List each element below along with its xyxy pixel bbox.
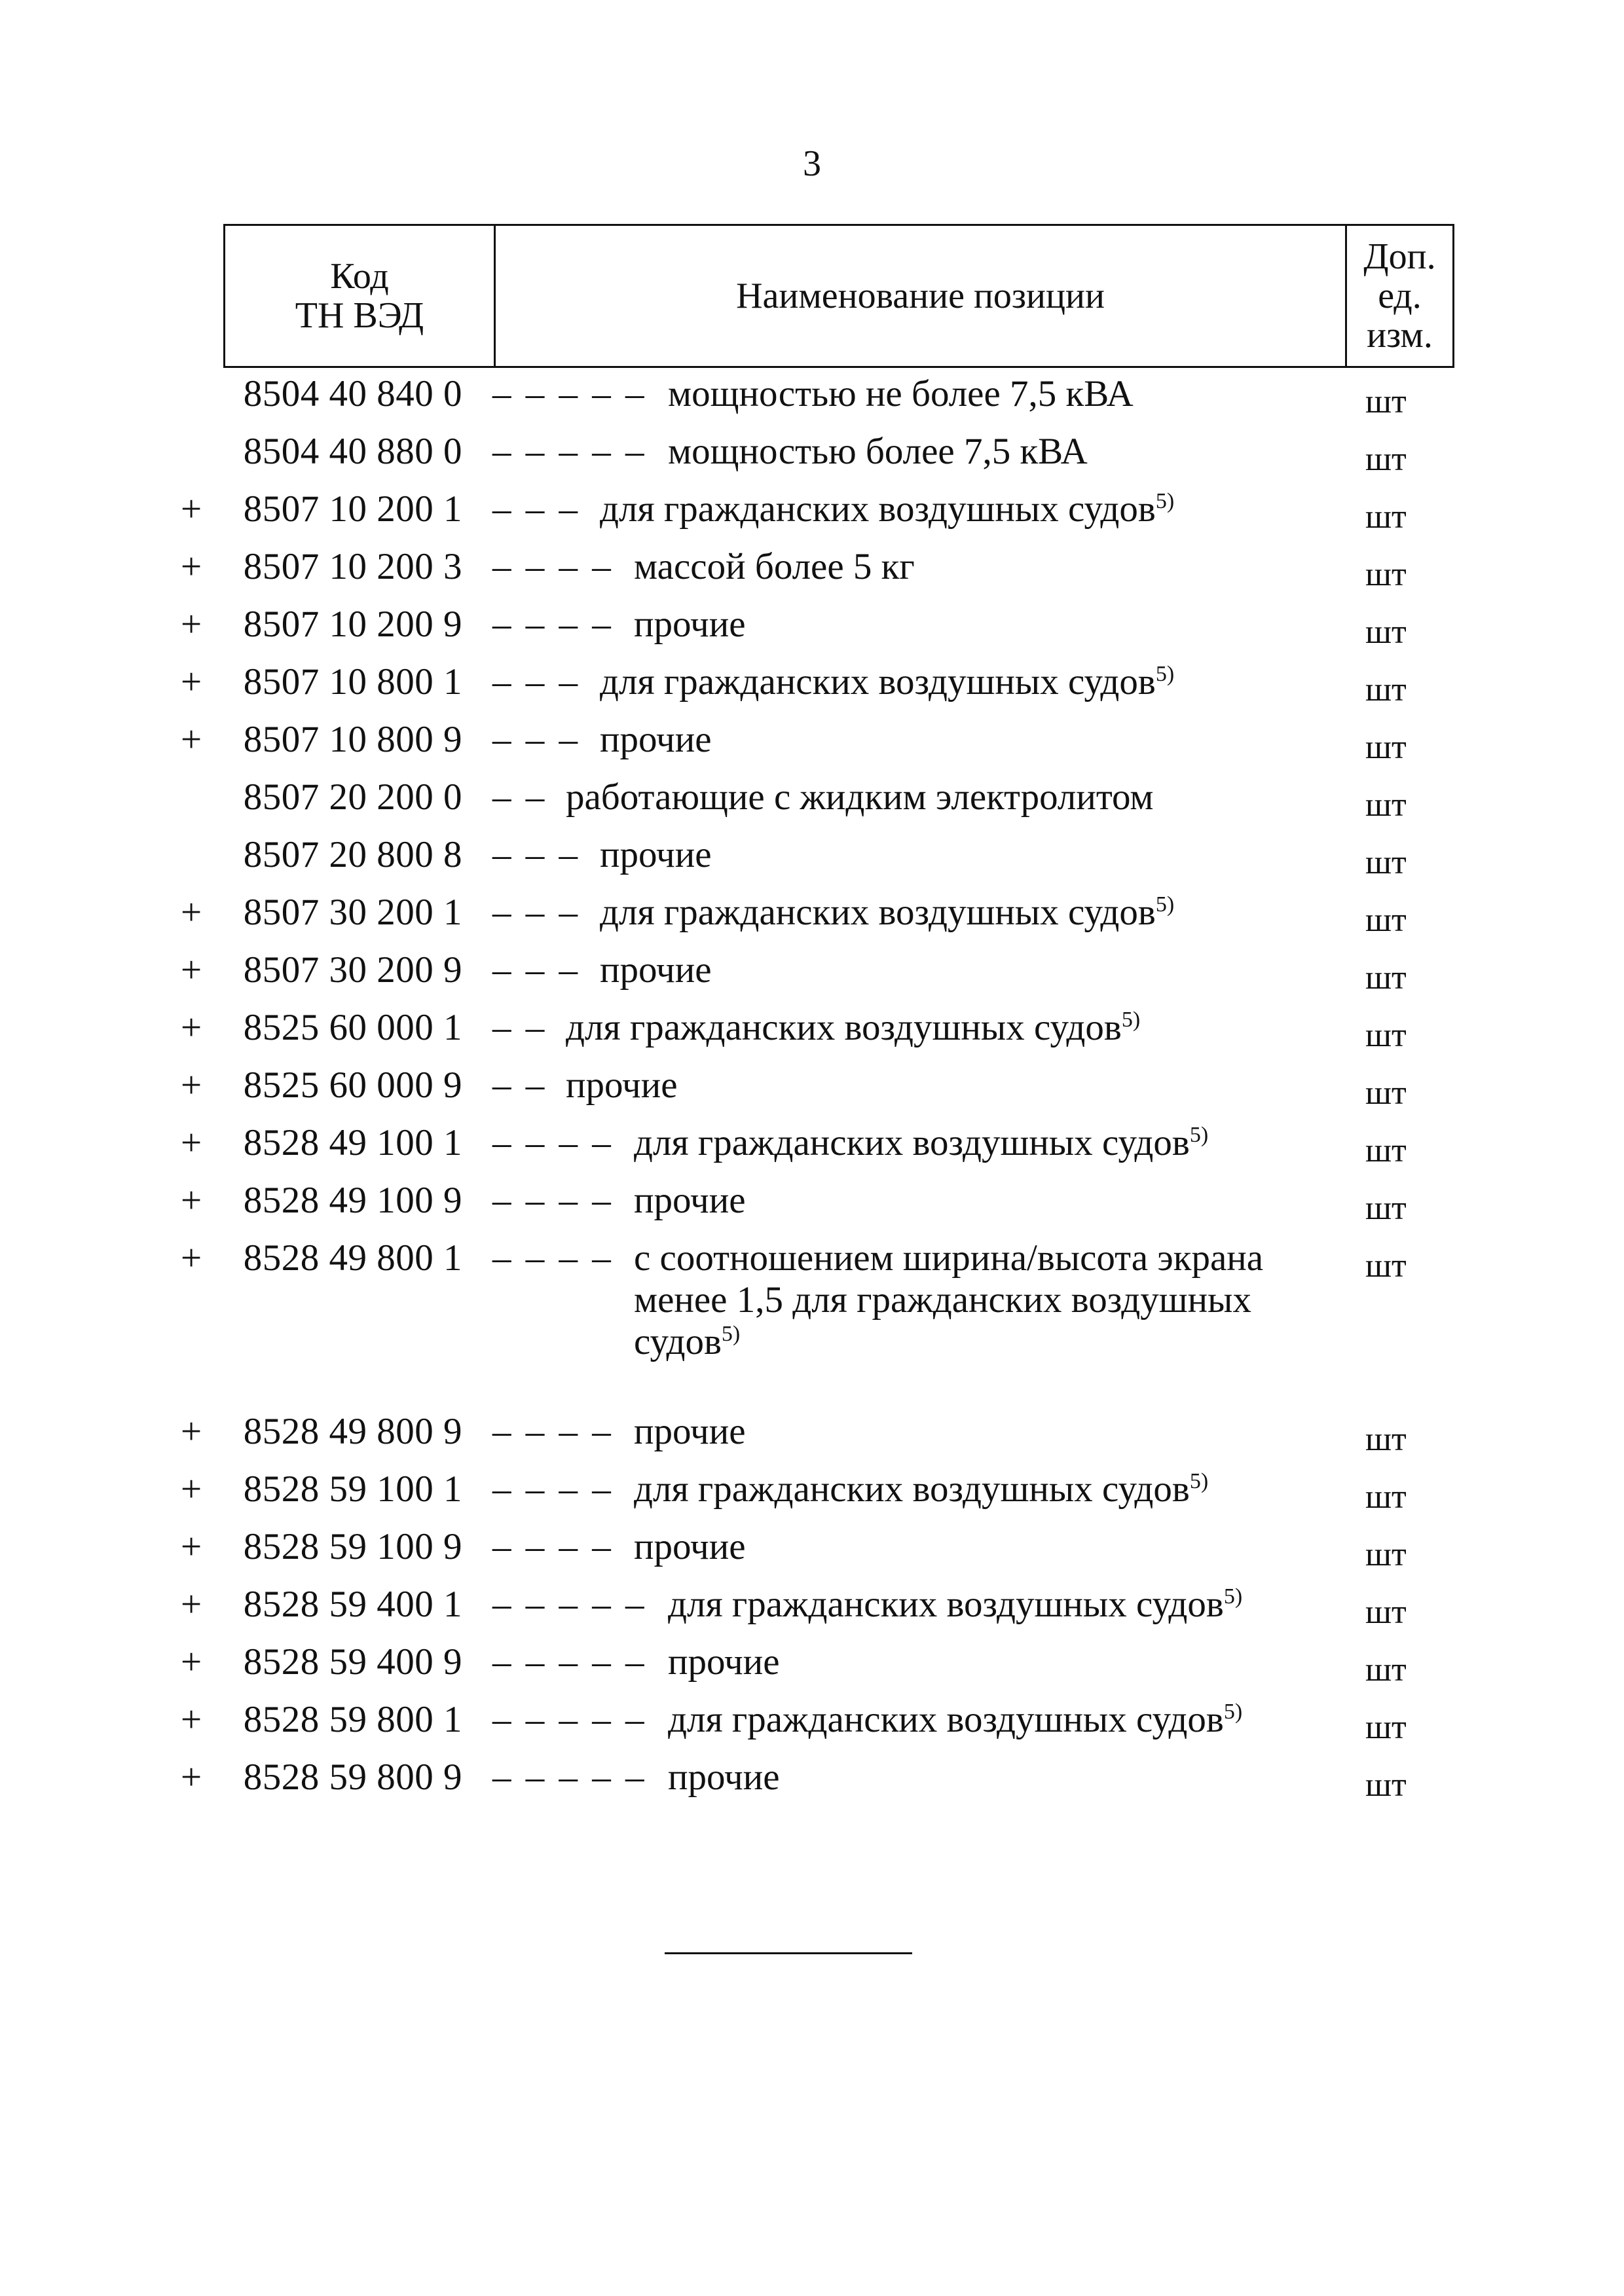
row-code: 8528 49 100 1 [243, 1122, 462, 1163]
header-code-line2: ТН ВЭД [295, 295, 424, 336]
table-row [0, 892, 1624, 949]
footnote-marker: 5) [1155, 489, 1175, 513]
closing-rule [665, 1952, 912, 1954]
header-unit-cell [1347, 226, 1452, 366]
row-name-text: прочие [566, 1065, 678, 1106]
footnote-marker: 5) [721, 1322, 741, 1346]
row-name [634, 546, 915, 588]
row-unit: шт [1365, 902, 1407, 939]
row-code: 8528 49 100 9 [243, 1180, 462, 1221]
row-unit: шт [1365, 1651, 1407, 1688]
row-plus-marker: + [181, 661, 202, 702]
row-indent-dashes: – – – [492, 661, 580, 702]
row-code: 8507 30 200 9 [243, 949, 462, 991]
row-plus-marker: + [181, 1065, 202, 1106]
row-name [634, 1237, 1328, 1363]
row-plus-marker: + [181, 1180, 202, 1221]
row-code: 8528 59 800 1 [243, 1699, 462, 1740]
row-name-text: для гражданских воздушных судов [600, 661, 1156, 702]
row-code: 8507 10 800 1 [243, 661, 462, 702]
table-row [0, 834, 1624, 892]
row-plus-marker: + [181, 719, 202, 760]
footnote-marker: 5) [1121, 1008, 1141, 1032]
row-unit: шт [1365, 959, 1407, 996]
row-code: 8528 49 800 1 [243, 1237, 462, 1279]
row-indent-dashes: – – – – – [492, 373, 647, 414]
row-unit: шт [1365, 1536, 1407, 1573]
row-indent-dashes: – – – [492, 949, 580, 991]
row-unit: шт [1365, 1247, 1407, 1285]
table-row [0, 604, 1624, 661]
table-row [0, 1411, 1624, 1468]
row-name-text: для гражданских воздушных судов [668, 1584, 1224, 1625]
table-row [0, 661, 1624, 719]
table-row [0, 1122, 1624, 1180]
row-code: 8504 40 880 0 [243, 431, 462, 472]
row-unit: шт [1365, 1594, 1407, 1631]
row-name-text: для гражданских воздушных судов [600, 488, 1156, 530]
table-row [0, 1237, 1624, 1411]
row-unit: шт [1365, 1709, 1407, 1746]
row-code: 8528 59 400 1 [243, 1584, 462, 1625]
row-code: 8528 59 800 9 [243, 1757, 462, 1798]
table-row [0, 776, 1624, 834]
row-indent-dashes: – – – – – [492, 431, 647, 472]
footnote-marker: 5) [1155, 892, 1175, 917]
table-row [0, 1641, 1624, 1699]
row-indent-dashes: – – – – – [492, 1641, 647, 1683]
row-plus-marker: + [181, 546, 202, 587]
row-unit: шт [1365, 1132, 1407, 1169]
row-indent-dashes: – – – – – [492, 1757, 647, 1798]
table-row [0, 1468, 1624, 1526]
row-unit: шт [1365, 441, 1407, 478]
row-code: 8507 10 200 9 [243, 604, 462, 645]
row-name [668, 1641, 780, 1683]
table-row [0, 949, 1624, 1007]
page-number: 3 [803, 143, 821, 184]
table-row [0, 431, 1624, 488]
row-unit: шт [1365, 729, 1407, 766]
row-plus-marker: + [181, 892, 202, 933]
footnote-marker: 5) [1223, 1700, 1243, 1724]
row-code: 8507 20 800 8 [243, 834, 462, 875]
row-unit: шт [1365, 671, 1407, 708]
row-name-text: для гражданских воздушных судов [634, 1122, 1190, 1163]
header-name: Наименование позиции [736, 276, 1105, 316]
row-plus-marker: + [181, 1122, 202, 1163]
row-indent-dashes: – – – [492, 834, 580, 875]
row-unit: шт [1365, 1190, 1407, 1227]
row-indent-dashes: – – – [492, 719, 580, 760]
footnote-marker: 5) [1189, 1469, 1209, 1493]
footnote-marker: 5) [1223, 1584, 1243, 1609]
row-name-text: для гражданских воздушных судов [634, 1468, 1190, 1510]
row-plus-marker: + [181, 488, 202, 530]
row-name-text: прочие [600, 719, 712, 760]
row-indent-dashes: – – – – – [492, 1699, 647, 1740]
table-row [0, 1526, 1624, 1584]
row-name-text: прочие [668, 1641, 780, 1683]
row-unit: шт [1365, 844, 1407, 881]
header-code-line1: Код [330, 256, 389, 297]
row-name-text: мощностью не более 7,5 кВА [668, 373, 1134, 414]
row-code: 8528 59 400 9 [243, 1641, 462, 1683]
table-body [0, 373, 1624, 1814]
row-name [600, 834, 712, 876]
row-name [634, 604, 746, 646]
row-name-text: для гражданских воздушных судов [668, 1699, 1224, 1740]
row-indent-dashes: – – – [492, 892, 580, 933]
row-name [668, 1757, 780, 1798]
table-row [0, 1584, 1624, 1641]
row-indent-dashes: – – – – [492, 1180, 614, 1221]
row-plus-marker: + [181, 604, 202, 645]
row-plus-marker: + [181, 1237, 202, 1279]
row-name-text: прочие [634, 604, 746, 645]
row-indent-dashes: – – – – [492, 1237, 614, 1279]
row-name-text: для гражданских воздушных судов [566, 1007, 1122, 1048]
row-indent-dashes: – – – – [492, 1411, 614, 1452]
row-name [600, 488, 1174, 530]
row-name-text: с соотношением ширина/высота экрана менее 1,5 для гражданских воздушных судов [634, 1237, 1264, 1362]
row-name [668, 1699, 1242, 1741]
row-code: 8507 10 800 9 [243, 719, 462, 760]
row-code: 8507 10 200 3 [243, 546, 462, 587]
row-name-text: прочие [634, 1526, 746, 1567]
header-code-cell [225, 226, 496, 366]
row-name [634, 1122, 1208, 1164]
table-row [0, 1699, 1624, 1757]
row-code: 8525 60 000 9 [243, 1065, 462, 1106]
row-plus-marker: + [181, 1411, 202, 1452]
table-row [0, 373, 1624, 431]
row-indent-dashes: – – – [492, 488, 580, 530]
header-unit-line2: ед. [1378, 276, 1422, 316]
row-code: 8525 60 000 1 [243, 1007, 462, 1048]
row-name-text: работающие с жидким электролитом [566, 776, 1154, 818]
row-name [668, 373, 1134, 415]
row-plus-marker: + [181, 1757, 202, 1798]
row-unit: шт [1365, 786, 1407, 824]
row-indent-dashes: – – – – [492, 1468, 614, 1510]
row-unit: шт [1365, 556, 1407, 593]
footnote-marker: 5) [1155, 662, 1175, 686]
row-indent-dashes: – – [492, 776, 547, 818]
row-unit: шт [1365, 1421, 1407, 1458]
row-name [566, 776, 1154, 818]
row-unit: шт [1365, 613, 1407, 651]
row-code: 8507 20 200 0 [243, 776, 462, 818]
table-row [0, 1757, 1624, 1814]
row-name [566, 1007, 1140, 1049]
row-indent-dashes: – – – – – [492, 1584, 647, 1625]
table-row [0, 1065, 1624, 1122]
row-name [634, 1526, 746, 1568]
row-unit: шт [1365, 498, 1407, 536]
header-name-cell [496, 226, 1347, 366]
row-name [600, 719, 712, 761]
footnote-marker: 5) [1189, 1123, 1209, 1147]
row-unit: шт [1365, 383, 1407, 420]
row-indent-dashes: – – – – [492, 546, 614, 587]
row-name [566, 1065, 678, 1106]
row-plus-marker: + [181, 1699, 202, 1740]
row-name [600, 949, 712, 991]
row-name-text: для гражданских воздушных судов [600, 892, 1156, 933]
row-unit: шт [1365, 1766, 1407, 1804]
row-plus-marker: + [181, 1641, 202, 1683]
table-row [0, 1180, 1624, 1237]
table-row [0, 488, 1624, 546]
row-code: 8507 10 200 1 [243, 488, 462, 530]
row-name [634, 1180, 746, 1222]
row-name-text: прочие [634, 1411, 746, 1452]
row-name [668, 1584, 1242, 1626]
table-header [223, 224, 1454, 368]
row-unit: шт [1365, 1017, 1407, 1054]
row-unit: шт [1365, 1478, 1407, 1516]
table-row [0, 719, 1624, 776]
row-name [668, 431, 1088, 473]
header-unit-line3: изм. [1367, 315, 1433, 355]
row-name-text: мощностью более 7,5 кВА [668, 431, 1088, 472]
table-row [0, 1007, 1624, 1065]
row-name-text: прочие [600, 834, 712, 875]
row-code: 8528 49 800 9 [243, 1411, 462, 1452]
row-plus-marker: + [181, 1584, 202, 1625]
row-code: 8528 59 100 9 [243, 1526, 462, 1567]
row-plus-marker: + [181, 1526, 202, 1567]
row-indent-dashes: – – – – [492, 604, 614, 645]
header-unit-line1: Доп. [1363, 236, 1436, 277]
row-name-text: прочие [634, 1180, 746, 1221]
row-name [600, 892, 1174, 934]
row-plus-marker: + [181, 1007, 202, 1048]
row-code: 8507 30 200 1 [243, 892, 462, 933]
row-plus-marker: + [181, 949, 202, 991]
row-name-text: прочие [600, 949, 712, 991]
row-indent-dashes: – – – – [492, 1122, 614, 1163]
row-name [634, 1468, 1208, 1510]
row-indent-dashes: – – – – [492, 1526, 614, 1567]
row-code: 8528 59 100 1 [243, 1468, 462, 1510]
row-indent-dashes: – – [492, 1065, 547, 1106]
row-unit: шт [1365, 1074, 1407, 1112]
row-name-text: массой более 5 кг [634, 546, 915, 587]
table-row [0, 546, 1624, 604]
row-plus-marker: + [181, 1468, 202, 1510]
row-indent-dashes: – – [492, 1007, 547, 1048]
row-name [600, 661, 1174, 703]
row-name [634, 1411, 746, 1453]
row-code: 8504 40 840 0 [243, 373, 462, 414]
row-name-text: прочие [668, 1757, 780, 1798]
